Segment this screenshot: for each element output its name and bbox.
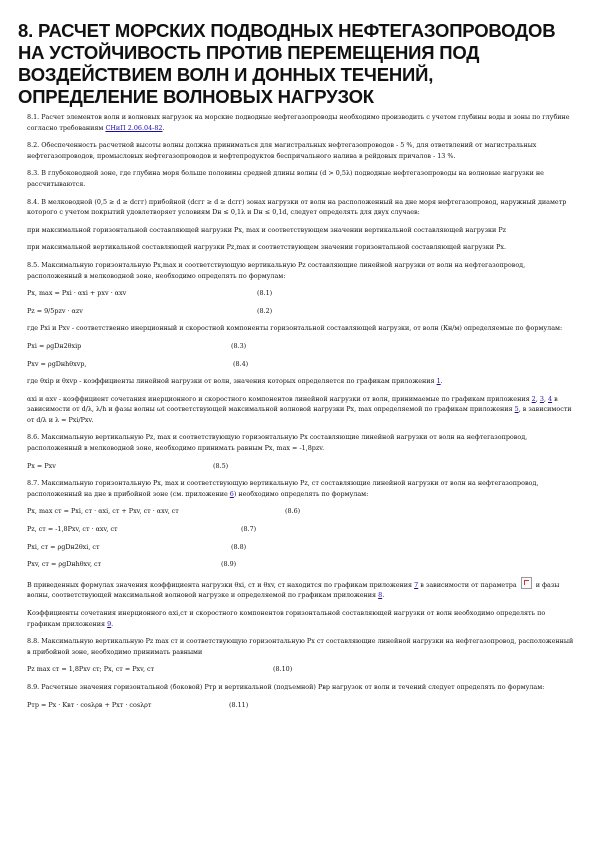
paragraph-text: .	[111, 619, 114, 628]
paragraph-8-4-case-a: при максимальной горизонтальной составляющей нагрузки Px, max и соответствующем значении вертикальной составляющей нагрузки Pz	[27, 225, 507, 234]
paragraph-8-8: 8.8. Максимальную вертикальную Pz max ст и соответствующую горизонтальную Px ст составляющие линейной нагрузки на нефтегазопровод, расположенный в прибойной зоне, необходимо принимать равными	[27, 637, 574, 656]
formula-8-3	[27, 341, 575, 352]
formula-text: Pxv, ст = ρgDнhθxv, ст	[27, 560, 102, 569]
formula-8-6	[27, 506, 575, 517]
paragraph-text: .	[440, 377, 443, 386]
link-appendix-1[interactable]: 1	[436, 377, 441, 386]
paragraph-8-4-case-b: при максимальной вертикальной составляющей нагрузки Pz,max и соответствующем значении горизонтальной составляющей нагрузки Px.	[27, 243, 507, 252]
paragraph-8-4: 8.4. В мелководной (0,5 ≥ d ≥ dсгг) прибойной (dсгг ≥ d ≥ dсгг) зонах нагрузки от волн на расположенный на дне моря нефтегазопровод, наружный диаметр которого с учетом покрытий удовлетворяет условиям Dн ≤ 0,1λ и Dн ≤ 0,1d, следует определять для двух случаев:	[27, 197, 567, 217]
formula-text: Pz, ст = -1,8Pxv, ст · αxv, ст	[27, 525, 118, 534]
link-appendix-3[interactable]: 3	[539, 394, 544, 403]
paragraph-8-5-where: где Pxi и Pxv - соответственно инерционный и скоростной компоненты горизонтальной составляющей нагрузки, от волн (Кн/м) определяемые по формулам:	[27, 324, 563, 333]
link-appendix-6[interactable]: 6	[229, 489, 234, 498]
link-appendix-5[interactable]: 5	[514, 405, 519, 414]
formula-8-2	[27, 306, 575, 317]
link-appendix-9[interactable]: 9	[107, 619, 112, 628]
formula-number: (8.9)	[221, 560, 237, 569]
link-appendix-8[interactable]: 8	[378, 591, 383, 600]
formula-number: (8.11)	[229, 700, 249, 709]
formula-8-8	[27, 542, 575, 553]
link-appendix-2[interactable]: 2	[531, 394, 536, 403]
link-snip[interactable]: СНиП 2.06.04-82	[105, 123, 163, 132]
formula-number: (8.8)	[231, 542, 247, 551]
title-line: НА УСТОЙЧИВОСТЬ ПРОТИВ ПЕРЕМЕЩЕНИЯ ПОД	[18, 42, 480, 63]
formula-8-1	[27, 288, 575, 299]
paragraph-text: αxi и αxv - коэффициент сочетания инерционного и скоростного компонентов линейной нагрузки от волн, принимаемые по графикам приложения	[27, 394, 532, 403]
paragraph-text: где θxip и θxvp - коэффициенты линейной нагрузки от волн, значения которых определяется по графикам приложения	[27, 377, 437, 386]
paragraph-8-5-coeffs	[27, 376, 575, 387]
link-appendix-7[interactable]: 7	[414, 580, 419, 589]
paragraph-text: В приведенных формулах значения коэффициента нагрузки θxi, ст и θxv, ст находится по графикам приложения	[27, 580, 415, 589]
title-line: ВОЗДЕЙСТВИЕМ ВОЛН И ДОННЫХ ТЕЧЕНИЙ,	[18, 64, 434, 85]
formula-8-11	[27, 700, 575, 711]
formula-number: (8.4)	[233, 359, 249, 368]
formula-number: (8.2)	[257, 306, 273, 315]
title-line: 8. РАСЧЕТ МОРСКИХ ПОДВОДНЫХ НЕФТЕГАЗОПРОВОДОВ	[18, 20, 556, 41]
paragraph-text: .	[382, 591, 385, 600]
paragraph-text: в зависимости от d/λ, λ/h и фазы волны ωt соответствующей максимальной волновой нагрузки Px, max определяемой по графикам приложения	[27, 394, 558, 414]
paragraph-8-7	[27, 478, 575, 499]
formula-number: (8.3)	[231, 341, 247, 350]
formula-text: Pz = 9/5pzv · αzv	[27, 306, 83, 315]
formula-number: (8.5)	[213, 461, 229, 470]
paragraph-8-7-combination	[27, 608, 575, 629]
formula-8-9	[27, 559, 575, 570]
document-body	[27, 112, 575, 717]
formula-text: Px, max = Pxi · αxi + pxv · αxv	[27, 289, 127, 298]
formula-8-10	[27, 664, 575, 675]
title-line: ОПРЕДЕЛЕНИЕ ВОЛНОВЫХ НАГРУЗОК	[18, 86, 374, 107]
broken-image-icon	[521, 577, 532, 589]
formula-text: Px, max ст = Pxi, ст · αxi, ст + Pxv, ст · αxv, ст	[27, 507, 179, 516]
paragraph-text: , в зависимости от d/λ и λ = Pxi/Pxv.	[27, 405, 572, 424]
formula-8-5	[27, 461, 575, 472]
paragraph-text: 8.1. Расчет элементов волн и волновых нагрузок на морские подводные нефтегазопроводы необходимо производить с учетом глубины воды и зоны по глубине согласно требованиям	[27, 113, 570, 132]
page-title	[18, 20, 578, 108]
paragraph-text: Коэффициенты сочетания инерционного αxi,ст и скоростного компонентов горизонтальной составляющей нагрузки от волн необходимо определять по графикам приложения	[27, 609, 546, 628]
paragraph-text: .	[162, 123, 165, 132]
formula-number: (8.1)	[257, 289, 273, 298]
formula-8-7	[27, 524, 575, 535]
formula-8-4	[27, 359, 575, 370]
paragraph-text: ,	[535, 394, 540, 403]
paragraph-8-5-combination	[27, 394, 575, 426]
formula-number: (8.6)	[285, 507, 301, 516]
formula-text: Pтр = Px · Kвт · cosλρв + Pxт · cosλρт	[27, 700, 152, 709]
formula-text: Pz max ст = 1,8Pxv ст; Px, ст = Pxv, ст	[27, 665, 155, 674]
paragraph-text: ) необходимо определять по формулам:	[233, 489, 369, 498]
paragraph-8-5: 8.5. Максимальную горизонтальную Px,max и соответствующую вертикальную Pz составляющие линейной нагрузки от волн на нефтегазопровод, расположенный в мелководной зоне, необходимо определять по формулам:	[27, 260, 526, 280]
formula-text: Pxi = ρgDн2θxip	[27, 341, 82, 350]
paragraph-8-1	[27, 112, 575, 133]
paragraph-text: в зависимости от параметра	[418, 580, 519, 589]
formula-number: (8.7)	[241, 525, 257, 534]
formula-text: Px = Pxv	[27, 461, 56, 470]
paragraph-text: ,	[543, 394, 548, 403]
link-appendix-4[interactable]: 4	[547, 394, 553, 403]
paragraph-8-2: 8.2. Обеспеченность расчетной высоты волны должна приниматься для магистральных нефтегазопроводов - 5 %, для ответвлений от магистральных нефтегазопроводов, промысловых нефтегазопроводов и нефтепродуктов беспричального налива в рейдовых причалов - 13 %.	[27, 141, 537, 160]
paragraph-text: 8.7. Максимальную горизонтальную Px, max и соответствующую вертикальную Pz, ст составляющие линейной нагрузки от волн на нефтегазопровод, расположенный на дне в прибойной зоне (см. приложение	[27, 479, 539, 498]
formula-text: Pxv = ρgDнhθxvp,	[27, 359, 87, 368]
paragraph-8-9: 8.9. Расчетные значения горизонтальной (боковой) Pтр и вертикальной (подъемной) Pвр нагрузок от волн и течений следует определять по формулам:	[27, 682, 545, 691]
formula-text: Pxi, ст = ρgDн2θxi, ст	[27, 542, 100, 551]
paragraph-8-3: 8.3. В глубоководной зоне, где глубина моря больше половины средней длины волны (d > 0,5λ) подводные нефтегазопроводы на волновые нагрузки не рассчитываются.	[27, 169, 544, 188]
paragraph-8-6: 8.6. Максимальную вертикальную Pz, max и соответствующую горизонтальную Px составляющие линейной нагрузки от волн на нефтегазопровод, расположенный в мелководной зоне, необходимо принимать равным Px, max = -1,8pzv.	[27, 433, 528, 453]
paragraph-8-7-coeffs	[27, 577, 575, 601]
formula-number: (8.10)	[273, 665, 293, 674]
paragraph-text: и фазы волны, соответствующей максимальной волновой нагрузке и определяемой по графикам приложения	[27, 580, 560, 600]
